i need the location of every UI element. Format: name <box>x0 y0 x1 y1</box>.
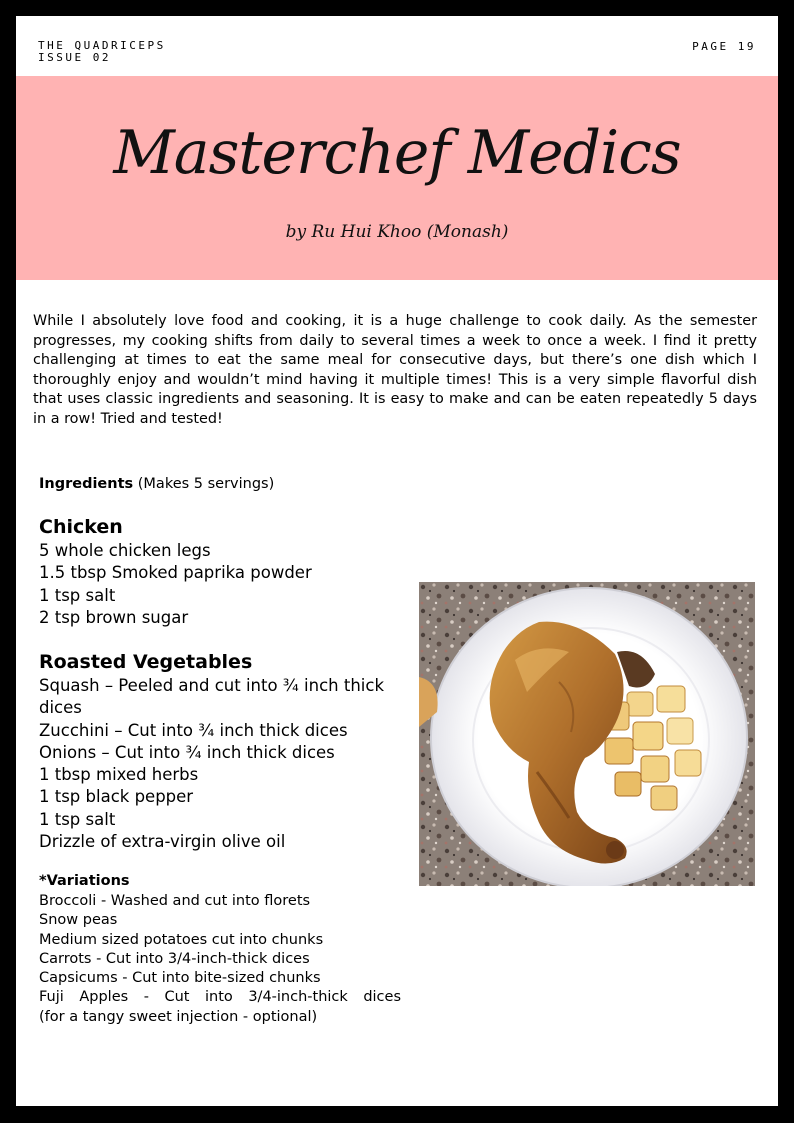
list-item: 1 tbsp mixed herbs <box>39 765 199 785</box>
magazine-page <box>16 16 778 1106</box>
publication-name: THE QUADRICEPS <box>38 39 166 52</box>
ingredients-heading <box>39 476 274 492</box>
article-byline: by Ru Hui Khoo (Monash) <box>285 222 509 242</box>
list-item: Capsicums - Cut into bite-sized chunks <box>39 970 321 987</box>
vegetables-list <box>39 675 414 853</box>
title-banner <box>16 76 778 280</box>
list-item: 5 whole chicken legs <box>39 541 211 560</box>
list-item: (for a tangy sweet injection - optional) <box>39 1008 318 1025</box>
intro-paragraph: While I absolutely love food and cooking, it is a huge challenge to cook daily. As the semester progresses, my cooking shifts from daily to several times a week to once a week. I find it pretty challenging at times to eat the same meal for consecutive days, but there’s one dish which I thoroughly enjoy and wouldn’t mind having it multiple times! This is a very simple flavorful dish that uses classic ingredients and seasoning. It is easy to make and can be eaten repeatedly 5 days in a row! Tried and tested! <box>33 313 757 427</box>
roast-chicken-plate-photo <box>419 582 755 886</box>
list-item: 1 tsp black pepper <box>39 787 194 807</box>
chicken-list <box>39 540 312 629</box>
list-item: 1 tsp salt <box>39 585 116 605</box>
list-item: 1 tsp salt <box>39 809 116 829</box>
page-number: PAGE 19 <box>692 40 756 53</box>
ingredients-label: Ingredients <box>39 476 134 492</box>
article-title: Masterchef Medics <box>113 118 681 188</box>
issue-number: ISSUE 02 <box>38 51 111 64</box>
servings-note: (Makes 5 servings) <box>137 476 275 492</box>
list-item: Squash – Peeled and cut into ¾ inch thick dices <box>39 676 385 718</box>
list-item: Drizzle of extra-virgin olive oil <box>39 832 286 852</box>
list-item: Onions – Cut into ¾ inch thick dices <box>39 742 335 762</box>
list-item: Broccoli - Washed and cut into florets <box>39 893 311 909</box>
list-item: Medium sized potatoes cut into chunks <box>39 931 324 948</box>
chicken-title: Chicken <box>39 516 123 538</box>
variations-title: *Variations <box>39 873 130 889</box>
publication-header <box>38 40 166 64</box>
variations-list <box>39 892 401 1027</box>
list-item: Snow peas <box>39 912 118 929</box>
vegetables-title: Roasted Vegetables <box>39 651 253 673</box>
list-item: 2 tsp brown sugar <box>39 607 189 627</box>
list-item: Fuji Apples - Cut into 3/4-inch-thick dices <box>39 989 401 1006</box>
list-item: Carrots - Cut into 3/4-inch-thick dices <box>39 950 310 967</box>
list-item: 1.5 tbsp Smoked paprika powder <box>39 563 312 583</box>
list-item: Zucchini – Cut into ¾ inch thick dices <box>39 720 348 740</box>
